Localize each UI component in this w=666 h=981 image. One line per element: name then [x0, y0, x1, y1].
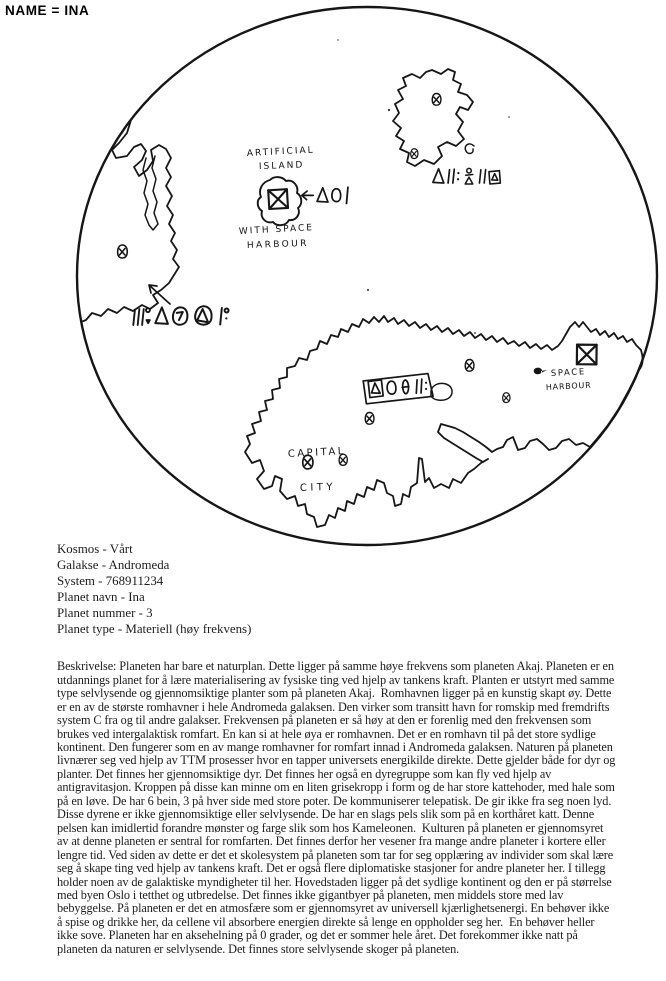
- northeast-curl-mark: [465, 144, 474, 154]
- northeast-island-code-row: [433, 168, 500, 184]
- glyph-circle-A-icon: [195, 306, 211, 324]
- capital-label: CAPITAL: [287, 445, 347, 460]
- glyph-frac-o-tri-icon: [465, 168, 473, 184]
- planet-outline: [77, 7, 657, 545]
- capital-region-code-box: [363, 373, 433, 404]
- scan-noise: [337, 39, 510, 334]
- west-landmass-coastline: [81, 120, 179, 322]
- artificial-island-label-line2: ISLAND: [258, 160, 305, 172]
- glyph-circle-icon: [387, 381, 396, 394]
- northeast-island-coastline: [393, 69, 473, 166]
- glyph-bars2-boxtri-icon: [479, 170, 500, 184]
- settlement-icon: [118, 245, 128, 258]
- space-harbour-icon: [576, 343, 598, 365]
- west-code-arrow: [149, 285, 170, 304]
- city-label: CITY: [299, 481, 337, 494]
- glyph-triangle-icon: [433, 169, 444, 183]
- glyph-circle-icon: [332, 189, 341, 202]
- glyph-bars2-colon-icon: [448, 169, 459, 183]
- with-space-harbour-label-line1: WITH SPACE: [238, 223, 315, 237]
- glyph-theta-icon: [402, 380, 409, 394]
- planet-description: Beskrivelse: Planeten har bare et naturplan. Dette ligger på samme høye frekvens som planeten Akaj. Planeten er en utdannings planet for å lære materialisering av fysiske ting ved hjelp av tankens kraft. Planten er utstyrt med samme type selvlysende og gjennomsiktige planter som på planeten Akaj. Romhavnen ligger på en kunstig skapt øy. Dette er en av de største romhavner i hele Andromeda galaksen. Den virker som transitt havn for romskip med fremdrifts system C fra og til andre galakser. Frekvensen på planeten er så høy at den er forenlig med den frekvensen som brukes ved intergalaktisk romfart. En kan si at hele øya er romhavnen. Det er en romhavn til på det store sydlige kontinent. Den fungerer som en av mange romhavner for romfart innad i Andromeda galaksen. Naturen på planeten livnærer seg ved hjelp av TTM prosesser hvor en tapper universets energikilde direkte. Dette gjelder både for dyr og planter. Det finnes her gjennomsiktige dyr. Det finnes her også en dyregruppe som kan fly ved hjelp av antigravitasjon. Kroppen på disse kan minne om en liten grisekropp i form og de har store kattehoder, med hale som på en løve. De har 6 bein, 3 på hver side med store poter. De kommuniserer telepatisk. De gir ikke fra seg noen lyd. Disse dyrene er ikke gjennomsiktige eller selvlysende. De har en slags pels slik som på en korthåret katt. Denne pelsen kan imidlertid forandre mønster og farge slik som hos Kameleonen. Kulturen på planeten er gjennomsyret av at denne planeten er sentral for romfarten. Det finnes derfor her vesener fra mange andre planeter i kortere eller lengre tid. Ved siden av dette er det et skolesystem på planeten som tar for seg opplæring av individer som skal lære seg å skape ting ved hjelp av tankens kraft. Det er også flere diplomatiske stasjoner for andre planeter her. I tillegg holder noen av de galaktiske myndigheter til her. Hovedstaden ligger på det sydlige kontinent og den er på størrelse med byen Oslo i tetthet og utbredelse. Det finnes ikke gigantbyer på planeten, men middels store med lav bebyggelse. På planeten er det en atmosfære som er gjennomsyret av universell kjærlighetsenergi. En behøver ikke å spise og drikke her, da cellene vil absorbere energien direkte så lenge en oppholder seg her. En behøver heller ikke sove. Planeten har en aksehelning på 0 grader, og det er sommer hele året. Det forekommer ikke natt på planeten da naturen er selvlysende. Det finnes store selvlysende skoger på planeten.: [57, 659, 619, 956]
- metadata-galakse: Galakse - Andromeda: [57, 558, 170, 573]
- glyph-bars2-colon-icon: [416, 379, 428, 393]
- artificial-island-code-row: [302, 187, 348, 203]
- planet-metadata: [57, 541, 477, 638]
- page-title: NAME = INA: [5, 3, 90, 18]
- capital-region-code-row: [368, 377, 428, 397]
- metadata-system: System - 768911234: [57, 574, 164, 589]
- settlement-icon: [411, 149, 418, 159]
- glyph-bar-deg-icon: [220, 308, 228, 325]
- space-harbour-label-line1: SPACE: [550, 367, 587, 379]
- glyph-circle-seven-icon: [173, 307, 187, 324]
- artificial-island-label-line1: ARTIFICIAL: [246, 145, 315, 159]
- with-space-harbour-label-line2: HARBOUR: [246, 238, 309, 251]
- south-continent-lake: [431, 383, 452, 400]
- metadata-navn: Planet navn - Ina: [57, 590, 145, 605]
- glyph-box-tri-icon: [368, 380, 383, 398]
- settlement-icon: [465, 359, 474, 371]
- space-harbour-label-line2: HARBOUR: [545, 380, 592, 392]
- south-continent-coastline: [245, 316, 643, 527]
- glyph-arrow-left-icon: [302, 191, 313, 200]
- metadata-nummer: Planet nummer - 3: [57, 606, 153, 621]
- artificial-island-harbour-icon: [268, 189, 288, 209]
- settlement-icon: [503, 393, 510, 403]
- west-coast-code-row: [133, 306, 228, 325]
- metadata-type: Planet type - Materiell (høy frekvens): [57, 622, 252, 637]
- glyph-triangle-icon: [155, 307, 168, 324]
- metadata-kosmos: Kosmos - Vårt: [57, 542, 133, 556]
- settlement-icon: [432, 93, 441, 105]
- glyph-bar-icon: [347, 187, 348, 203]
- west-fjord-inlet: [143, 156, 158, 230]
- settlement-icon: [365, 412, 374, 424]
- space-harbour-pointer-blob: [534, 368, 547, 375]
- glyph-bars3-deg-icon: [133, 308, 150, 325]
- glyph-triangle-icon: [317, 188, 328, 202]
